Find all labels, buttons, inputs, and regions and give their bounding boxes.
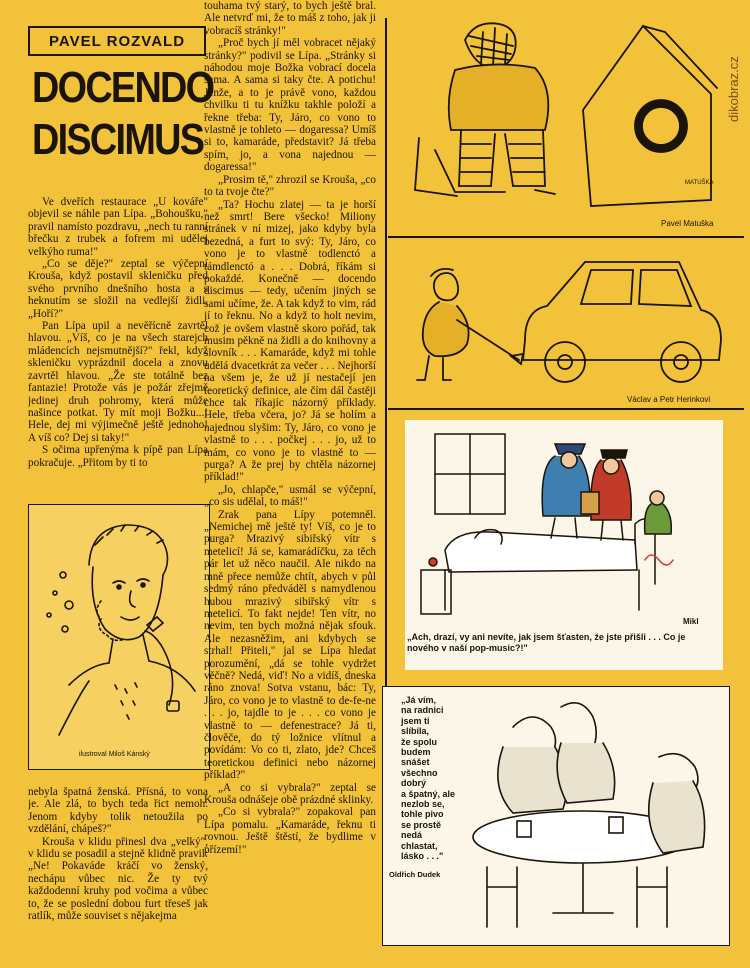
paragraph: „Co si vybrala?" zopakoval pan Lípa pomalu. „Kamaráde, řeknu ti rovnou. Ještě štěstí, že bydlime v přízemí!": [204, 806, 376, 856]
quote-line: že spolu: [401, 736, 438, 747]
quote-line: tohle pivo: [401, 809, 444, 820]
paragraph: „Ta? Hochu zlatej — ta je horší než smrt! Bere všecko! Miliony stránek v ní mizej, jako kdyby byla bezedná, a furt to svý: Ty, Járo, co vono je to vlastně todlenctó a támdlenctó a . . . Dobrá, říkám si pokaždé. Konečně — docendo discimus — tedy, učením jiných se sami učíme, že. A tak když to vim, rád jí to řeknu. No a když to holt nevim, což je ovšem vlastně skoro pořád, tak musim pěkně na židli a do knihovny a slovník . . . Kamaráde, když mi tohle udělá dvacetkrát za večer . . . Nejhorší na všem je, že už jí nestačejí jen teoretický definice, ale čím dál častěji chce tak říkajíc názorný příklady. Hele, třeba včera, jo? Já se holím a najednou slyšim: Ty, Járo, co vono je vlastně to . . . počkej . . . jo, už to mám, co vono je to vlastně to — purga? A že prej by chtěla názornej příklad!": [204, 198, 376, 484]
cartoon-credit: Pavel Matuška: [661, 219, 714, 228]
cartoon-woman-car: [395, 240, 725, 410]
paragraph: Zrak pana Lípy potemněl. „Nemichej mě ještě ty! Víš, co je to purga? Mrazivý sibiřský vítr s metelicí! Já se, kamarádíčku, za těch pár let už něco naučil. Ale nikdo na mně přece nemůže chtít, abych v půl sedmý ráno předváděl s namydlenou hubou mrazivý sibiřský vítr s metelicí. To fakt nejde! Ten vítr, no nevim, ten bych možná nějak sfouk. Ale nezasněžim, ani kdybych se strhal! Přiteli," jal se Lípa hledat porozumění, „dá se tohle vydržet věčně? Nedá, viď! No a vidíš, dneska ráno znova! Sotva vstanu, bác: Ty, Járo, co vono je to vlastně to de-fe-ne . . . jo, tajdle to je . . . co vono je vlastně to — defenestrace? Já ti, člověče, do tý ložnice vlítnul a povídám: Vo co ti, zlato, jde? Chceš teoretickou definici nebo názornej příklad?": [204, 508, 376, 782]
quote-line: lásko . . .": [401, 851, 444, 862]
watermark: dikobraz.cz: [726, 56, 741, 122]
left-continuation-text: [28, 786, 208, 951]
cartoon-credit: Oldřich Dudek: [389, 870, 441, 879]
cartoon-credit: Mikl: [683, 617, 699, 626]
cartoon-hospital-bed: [405, 420, 723, 670]
cartoon-goalie-doghouse: [395, 10, 725, 235]
quote-line: snášet: [401, 757, 430, 768]
section-divider: [388, 236, 744, 238]
section-divider: [388, 408, 744, 410]
paragraph: „Prosim tě," zhrozil se Krouša, „co to ta tvoje čte?": [204, 173, 376, 199]
paragraph: touhama tvý starý, to bych ještě bral. Ale netvrď mi, že to máš z toho, jak ji vobracíš stránky!": [204, 0, 376, 37]
hospital-bed-drawing: [405, 420, 723, 634]
quote-line: všechno: [401, 767, 438, 778]
paragraph: S očima upřenýma k pípě pan Lípa pokračuje. „Přitom by ti to: [28, 444, 208, 469]
cartoon-signature: MATUŠKA: [685, 180, 714, 186]
paragraph: Krouša v klidu přinesl dva „velký", v klidu se posadil a stejně klidně pravil: „Ne! Pokaváde kráčí vo ženský, nechápu vůbec nic. Že ty tvý každodenní kruhy pod vočima a vůbec to, že se poslední dobou furt třeseš jak ratlík, může souviset s nějakejma: [28, 835, 208, 923]
paragraph: „Proč bych jí měl vobracet nějaký stránky?" podivil se Lípa. „Stránky si náhodou moje Božka vobrací docela sama. A sama si taky čte. A potichu! Jenže, a to je právě vono, každou chvilku ti tu knížku takhle položí a řekne třeba: Ty, Járo, co vono to vlastně je tohleto — dogaressa? Umíš si to, kamaráde, představit? Já třeba spím, jo, a vona najednou — dogaressa!": [204, 37, 376, 174]
quote-line: se prostě: [401, 819, 442, 830]
quote-line: a špatný, ale: [401, 788, 456, 799]
article-title: [32, 62, 214, 180]
title-line-2: DISCIMUS: [32, 115, 204, 164]
illustration-credit: ilustroval Miloš Kánský: [79, 751, 150, 758]
article-left-column: [28, 26, 214, 956]
shaving-man-illustration: [28, 504, 210, 770]
quote-line: dobrý: [401, 778, 427, 789]
paragraph: „Co se děje?" zeptal se výčepní Krouša, když postavil skleničku před svého prvního dnešního hosta a s heknutím se složil na vedlejší židli. „Hoří?": [28, 258, 208, 320]
paragraph: Ve dveřích restaurace „U kováře" objevil se náhle pan Lípa. „Bohoušku," pravil namísto pozdravu, „nech tu ranní břečku z trubek a fofrem mi udělej velkýho ruma!": [28, 196, 208, 258]
goalie-doghouse-drawing: [395, 10, 725, 235]
paragraph: „Jo, chlapče," usmál se výčepní, „co sis udělal, to máš!": [204, 483, 376, 509]
quote-line: slíbila,: [401, 726, 430, 737]
lead-text: [28, 196, 208, 494]
cartoon-quote: [401, 695, 501, 862]
quote-line: nedá: [401, 830, 423, 841]
quote-line: „Já vím,: [401, 695, 437, 705]
shaving-man-drawing: [29, 505, 209, 769]
quote-line: nezlob se,: [401, 799, 445, 810]
quote-line: budem: [401, 747, 431, 758]
cartoon-caption: „Ach, drazí, vy ani nevíte, jak jsem šťasten, že jste přišli . . . Co je nového v naší pop-music?!": [407, 632, 686, 653]
cartoon-couple-table: [382, 686, 730, 946]
quote-line: na radnici: [401, 705, 444, 716]
paragraph: Pan Lípa upil a nevěřícně zavrtěl hlavou. „Víš, co je na všech starejch mládencích nejsmutnější?" řekl, když skleničku vyprázdnil docela a znovu zavrtěl hlavou. „Že ste totálně bez fantazie! Protože vás je požár zřejmě jedinej druh pohromy, která může našince potkat. Ty mít moji Božku...! Hele, dej mi výjimečně ještě jednoho! A víš co? Dej si taky!": [28, 320, 208, 444]
article-middle-column: [204, 0, 376, 910]
woman-car-drawing: [395, 240, 725, 410]
quote-line: chlastat,: [401, 840, 438, 851]
paragraph: „A co si vybrala?" zeptal se Krouša odnášeje obě prázdné sklinky.: [204, 781, 376, 806]
quote-line: jsem ti: [401, 715, 430, 726]
title-line-1: DOCENDO: [32, 63, 214, 112]
author-name: PAVEL ROZVALD: [28, 26, 206, 56]
paragraph: nebyla špatná ženská. Přísná, to vona je. Ale zlá, to bych teda řict nemoh. Jenom kdyby tolik netoužila po vzdělání, chápeš?": [28, 786, 208, 836]
cartoon-credit: Václav a Petr Herinkovi: [627, 395, 711, 404]
